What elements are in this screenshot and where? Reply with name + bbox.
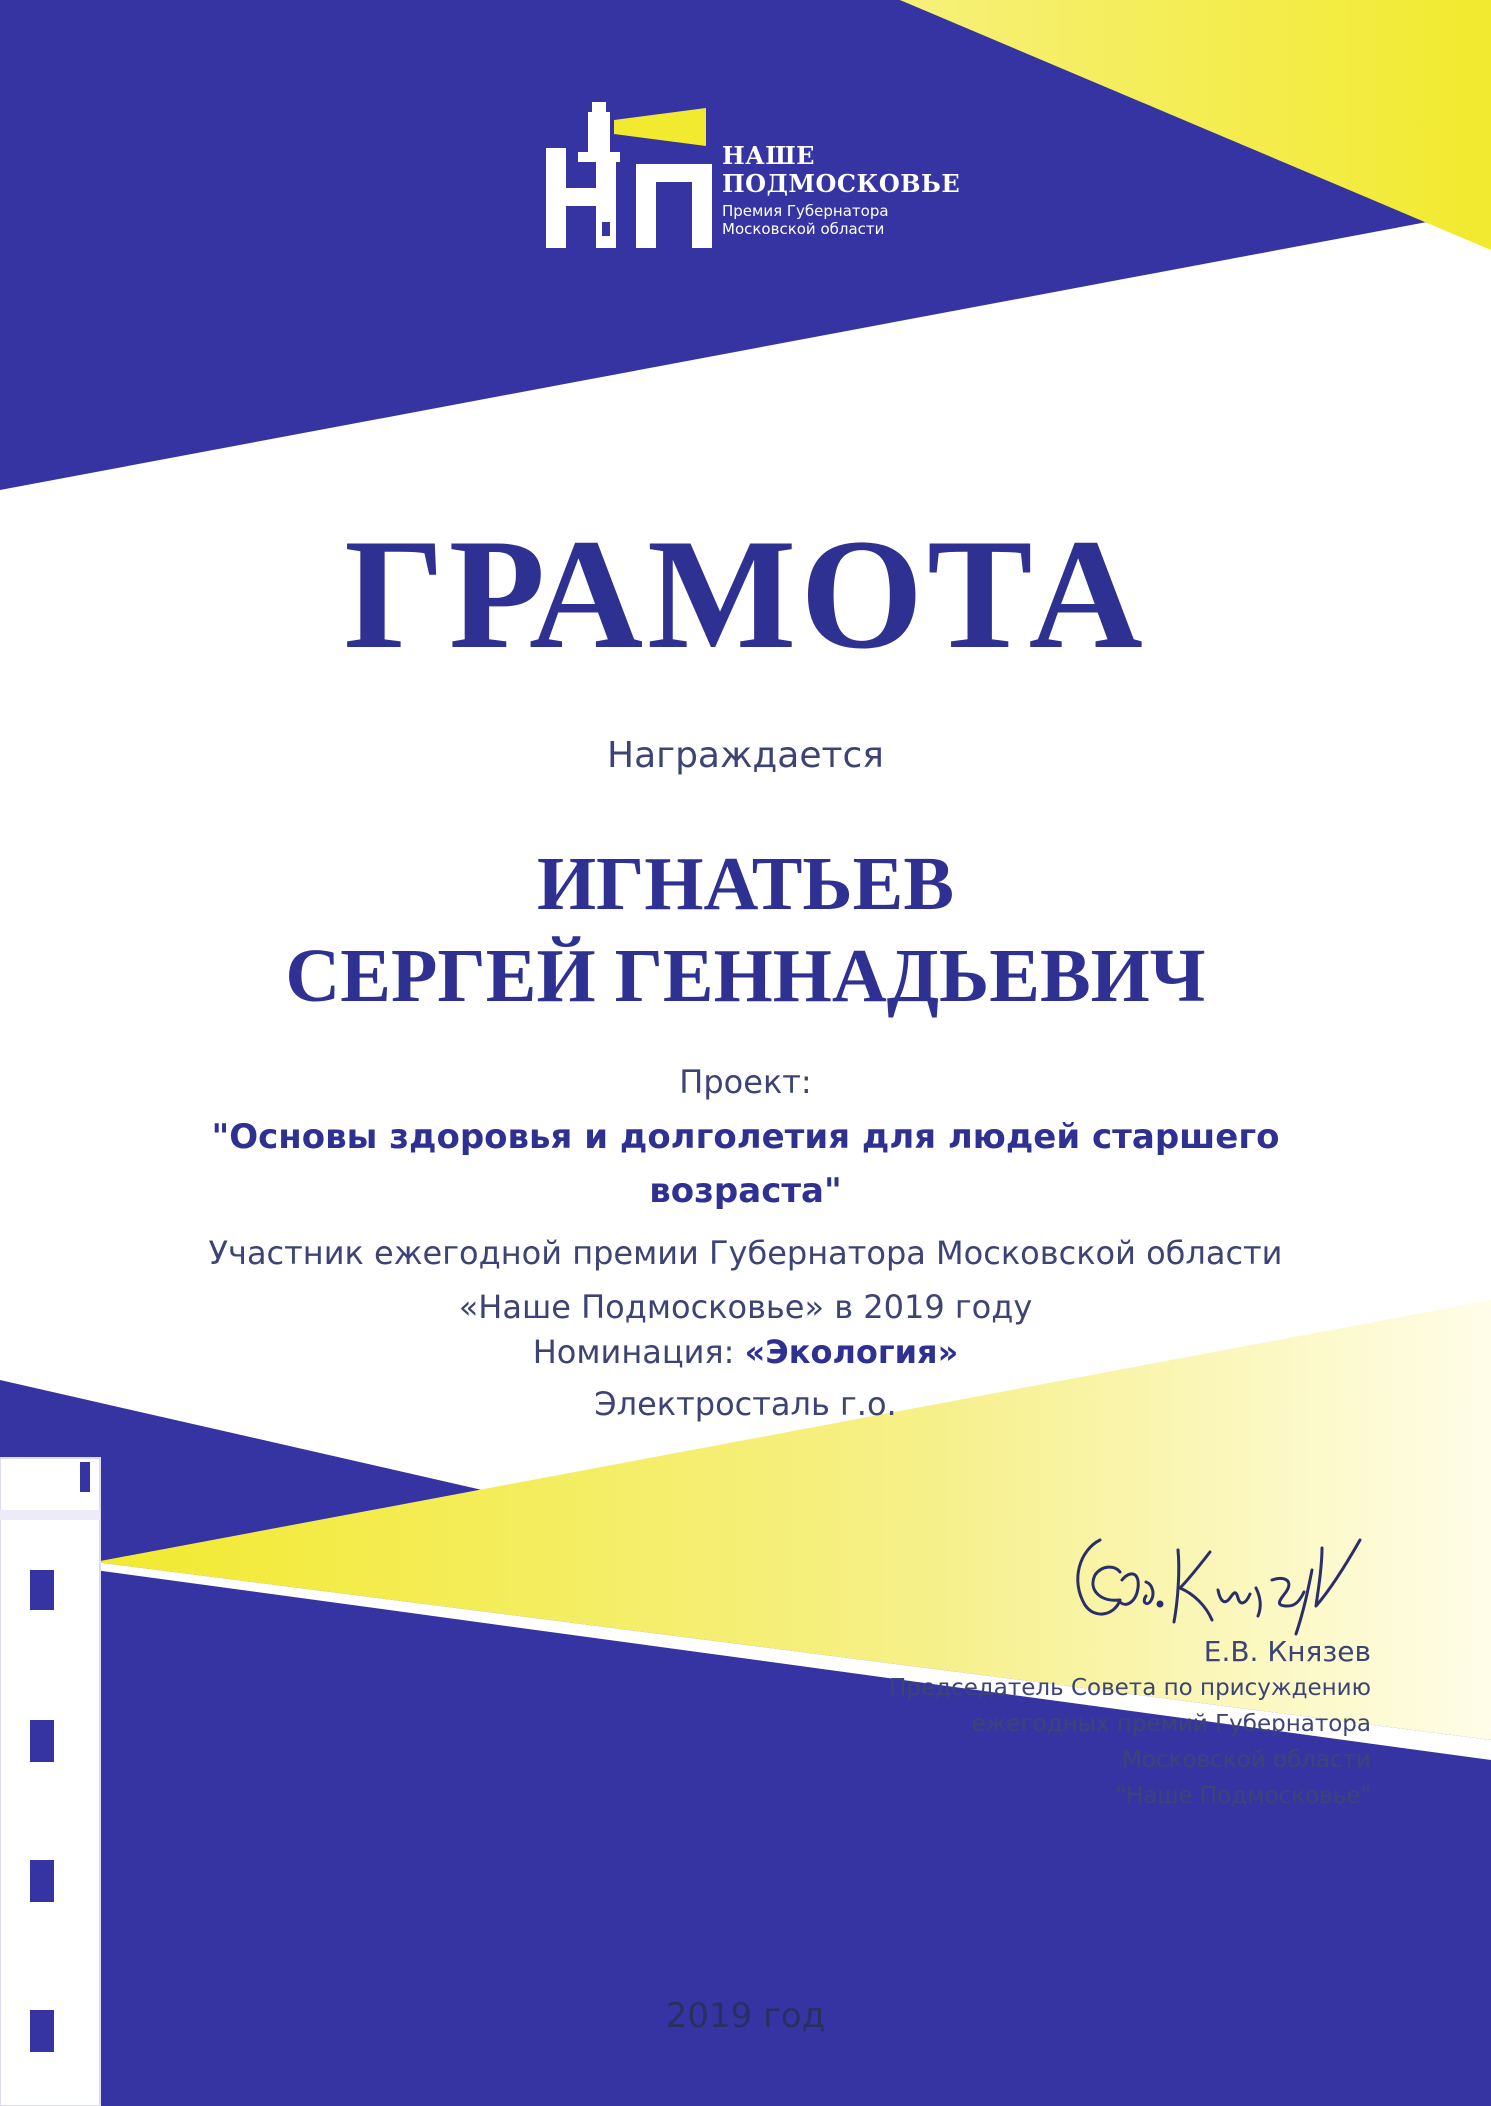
project-name-line1: "Основы здоровья и долголетия для людей старшего: [211, 1117, 1280, 1157]
participant-line1: Участник ежегодной премии Губернатора Московской области: [208, 1234, 1283, 1272]
signatory-role-line1: Председатель Совета по присуждению: [889, 1675, 1371, 1701]
nomination: [0, 1330, 1491, 1374]
logo-title-line2: ПОДМОСКОВЬЕ: [722, 169, 961, 198]
certificate-title: ГРАМОТА: [344, 507, 1147, 682]
recipient-given-names: СЕРГЕЙ ГЕННАДЬЕВИЧ: [285, 934, 1206, 1018]
certificate-year: 2019 год: [665, 1996, 826, 2036]
signature-image: [1060, 1510, 1380, 1650]
recipient-name: [0, 838, 1491, 1022]
nomination-label: Номинация:: [532, 1333, 735, 1371]
logo-subtitle-line1: Премия Губернатора: [722, 202, 889, 220]
signatory-block: [889, 1634, 1371, 1814]
awarded-label: Награждается: [607, 735, 884, 776]
nomination-value: «Экология»: [744, 1333, 959, 1371]
logo-title-line1: НАШЕ: [722, 141, 815, 170]
project-name-line2: возраста": [649, 1171, 842, 1211]
signatory-role-line4: "Наше Подмосковье": [1115, 1783, 1371, 1809]
district: Электросталь г.о.: [594, 1385, 897, 1423]
participant-text: [0, 1226, 1491, 1334]
signatory-role-line2: ежегодных премий Губернатора: [971, 1711, 1371, 1737]
logo-text: [722, 142, 960, 238]
project-label: Проект:: [679, 1063, 812, 1101]
recipient-surname: ИГНАТЬЕВ: [536, 842, 955, 926]
logo-subtitle-line2: Московской области: [722, 220, 885, 238]
signatory-name: Е.В. Князев: [1203, 1635, 1371, 1668]
project-name: [0, 1110, 1491, 1218]
signatory-role-line3: Московской области: [1122, 1747, 1371, 1773]
participant-line2: «Наше Подмосковье» в 2019 году: [458, 1288, 1033, 1326]
